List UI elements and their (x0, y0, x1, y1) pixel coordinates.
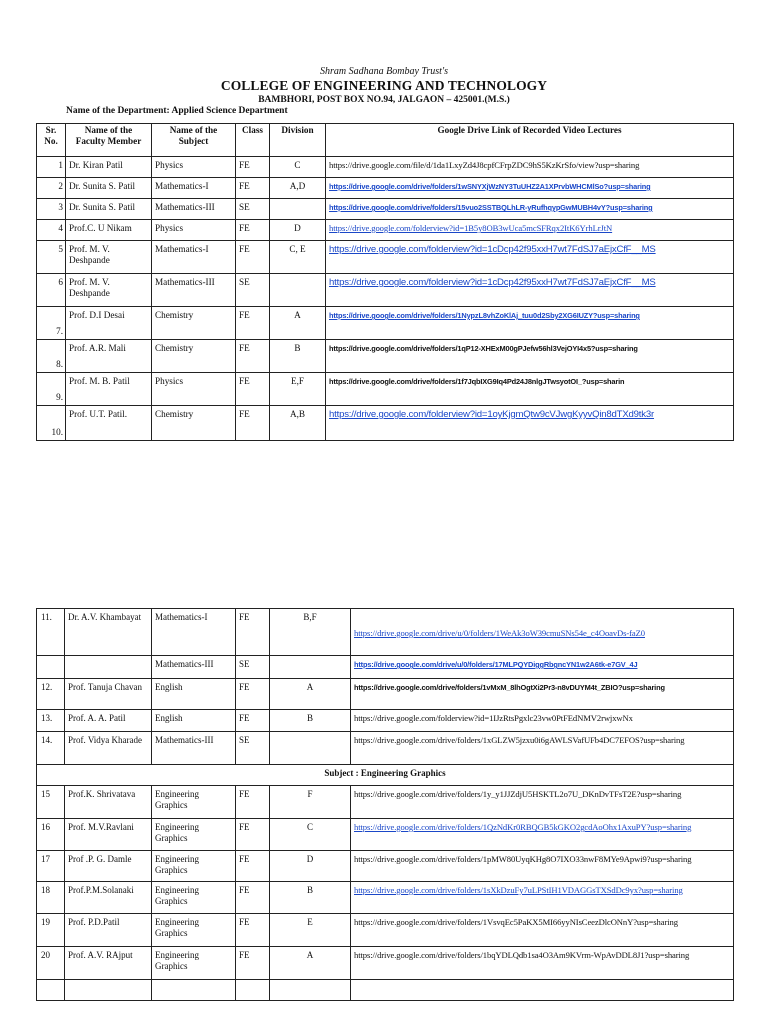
sr-no: 19 (37, 914, 65, 947)
empty-cell (351, 980, 734, 1001)
subject-name: Chemistry (152, 307, 236, 340)
table-row (37, 786, 734, 819)
faculty-name: Prof .P. G. Damle (65, 851, 152, 882)
faculty-name: Prof.P.M.Solanaki (65, 882, 152, 914)
subject-name: Mathematics-I (152, 609, 236, 656)
empty-row (37, 980, 734, 1001)
table-row (37, 819, 734, 851)
drive-link[interactable] (351, 819, 734, 851)
table-header-row (37, 124, 734, 157)
subject-name: Mathematics-III (152, 732, 236, 765)
class-name: FE (236, 786, 270, 819)
drive-link-text[interactable]: https://drive.google.com/drive/u/0/folders/17MLPQYDiggRbgncYN1w2A6tk-e7GV_4J (354, 660, 638, 669)
faculty-name: Prof. P.D.Patil (65, 914, 152, 947)
sr-no: 8. (37, 340, 66, 373)
table-row (37, 609, 734, 656)
division: C (270, 819, 351, 851)
class-name: SE (236, 732, 270, 765)
class-name: SE (236, 656, 270, 679)
drive-link-text[interactable]: https://drive.google.com/drive/folders/1wSNYXjWzNY3TuUHZ2A1XPrvbWHCMlSo?usp=sharing (329, 182, 651, 191)
sr-no: 16 (37, 819, 65, 851)
class-name: FE (236, 609, 270, 656)
class-name: SE (236, 199, 270, 220)
empty-cell (270, 980, 351, 1001)
faculty-name: Prof. Vidya Kharade (65, 732, 152, 765)
class-name: FE (236, 157, 270, 178)
faculty-name: Prof. U.T. Patil. (66, 406, 152, 441)
table-row (37, 882, 734, 914)
drive-link[interactable]: https://drive.google.com/drive/folders/1bqYDLQdb1sa4O3Am9KVrm-WpAvDDL8J1?usp=sharing (351, 947, 734, 980)
division (270, 656, 351, 679)
subject-name: Engineering Graphics (152, 851, 236, 882)
sr-no: 14. (37, 732, 65, 765)
faculty-name: Prof.K. Shrivatava (65, 786, 152, 819)
column-header-link: Google Drive Link of Recorded Video Lectures (326, 124, 734, 157)
drive-link-text[interactable]: https://drive.google.com/drive/folders/1f7JqbIXG9Iq4Pd24J8nlgJTwsyotOI_?usp=sharin (329, 377, 625, 386)
division: A (270, 307, 326, 340)
subject-name: Engineering Graphics (152, 947, 236, 980)
class-name: FE (236, 340, 270, 373)
subject-name: English (152, 710, 236, 732)
table-row (37, 373, 734, 406)
drive-link-text[interactable]: https://drive.google.com/drive/folders/15vuo2SSTBQLhLR-yRufhqypGwMUBH4vY?usp=sharing (329, 203, 653, 212)
empty-cell (65, 980, 152, 1001)
drive-link-text[interactable]: https://drive.google.com/drive/folders/1qP12-XHExM00gPJefw56hl3VejOYI4x5?usp=sharing (329, 344, 638, 353)
table-row (37, 340, 734, 373)
class-name: FE (236, 241, 270, 274)
trust-name: Shram Sadhana Bombay Trust's (320, 66, 448, 77)
division: E (270, 914, 351, 947)
sr-no: 13. (37, 710, 65, 732)
faculty-name: Prof. A.R. Mali (66, 340, 152, 373)
drive-link[interactable] (326, 340, 734, 373)
class-name: FE (236, 220, 270, 241)
class-name: FE (236, 373, 270, 406)
section-row (37, 765, 734, 786)
table-row (37, 851, 734, 882)
sr-no: 17 (37, 851, 65, 882)
subject-name: Physics (152, 373, 236, 406)
table-row (37, 679, 734, 710)
subject-name: Engineering Graphics (152, 786, 236, 819)
division (270, 199, 326, 220)
division: A (270, 679, 351, 710)
drive-link-text[interactable]: https://drive.google.com/drive/folders/1NypzL8vhZoKlAj_tuu0d2Sby2XG6IUZY?usp=sharing (329, 311, 640, 320)
class-name: SE (236, 274, 270, 307)
drive-link-text[interactable]: https://drive.google.com/folderview?id=1cDcp42f95xxH7wt7FdSJ7aEjxCfF__MS (329, 244, 656, 255)
division: E,F (270, 373, 326, 406)
subject-name: Chemistry (152, 340, 236, 373)
class-name: FE (236, 947, 270, 980)
sr-no: 1 (37, 157, 66, 178)
faculty-name: Dr. Sunita S. Patil (66, 199, 152, 220)
drive-link-text[interactable]: https://drive.google.com/folderview?id=1oyKjgmQtw9cVJwgKyyvQin8dTXd9tk3r (329, 409, 655, 420)
drive-link-text[interactable]: https://drive.google.com/drive/u/0/folders/1WeAk3oW39cmuSNs54e_c4OoavDs-faZ0 (354, 628, 645, 638)
empty-cell (152, 980, 236, 1001)
table-row (37, 307, 734, 340)
drive-link[interactable] (326, 220, 734, 241)
sr-no: 20 (37, 947, 65, 980)
faculty-name: Prof. A. A. Patil (65, 710, 152, 732)
subject-name: Mathematics-III (152, 274, 236, 307)
drive-link[interactable] (326, 373, 734, 406)
drive-link[interactable] (326, 307, 734, 340)
sr-no: 15 (37, 786, 65, 819)
drive-link[interactable] (326, 178, 734, 199)
division: D (270, 851, 351, 882)
sr-no: 3 (37, 199, 66, 220)
sr-no: 2 (37, 178, 66, 199)
subject-name: Mathematics-I (152, 241, 236, 274)
sr-no: 11. (37, 609, 65, 656)
subject-name: Engineering Graphics (152, 914, 236, 947)
class-name: FE (236, 882, 270, 914)
sr-no: 7. (37, 307, 66, 340)
division (270, 732, 351, 765)
table-row (37, 199, 734, 220)
drive-link[interactable] (326, 274, 734, 307)
faculty-name: Prof. Tanuja Chavan (65, 679, 152, 710)
division: C, E (270, 241, 326, 274)
table-row (37, 241, 734, 274)
drive-link[interactable]: https://drive.google.com/file/d/1da1LxyZd4J8cpfCFrpZDC9hS5KzKrSfo/view?usp=sharing (326, 157, 734, 178)
division: D (270, 220, 326, 241)
drive-link[interactable] (326, 406, 734, 441)
section-title: Subject : Engineering Graphics (37, 765, 734, 786)
subject-name: Chemistry (152, 406, 236, 441)
drive-link[interactable] (351, 882, 734, 914)
class-name: FE (236, 178, 270, 199)
table-row (37, 914, 734, 947)
drive-link-text[interactable]: https://drive.google.com/drive/folders/1sXkDzuFy7uLPStIH1VDAGGsTXSdDc9yx?usp=sharing (354, 885, 683, 895)
sr-no: 10. (37, 406, 66, 441)
table-row (37, 710, 734, 732)
table-row (37, 406, 734, 441)
column-header-faculty: Name of the Faculty Member (66, 124, 152, 157)
faculty-name: Prof. D.I Desai (66, 307, 152, 340)
subject-name: Mathematics-III (152, 199, 236, 220)
table-row (37, 157, 734, 178)
division: B (270, 882, 351, 914)
subject-name: Mathematics-I (152, 178, 236, 199)
table-row (37, 178, 734, 199)
division: A,D (270, 178, 326, 199)
class-name: FE (236, 819, 270, 851)
faculty-name: Prof.C. U Nikam (66, 220, 152, 241)
column-header-class: Class (236, 124, 270, 157)
drive-link-text[interactable]: https://drive.google.com/drive/folders/1vMxM_8lhOgtXi2Pr3-n8vDUYM4t_ZBIO?usp=sharing (354, 683, 665, 692)
drive-link[interactable] (351, 679, 734, 710)
faculty-name: Dr. Kiran Patil (66, 157, 152, 178)
drive-link[interactable]: https://drive.google.com/drive/folders/1pMW80UyqKHg8O7IXO33nwF8MYe9Apwi9?usp=sharing (351, 851, 734, 882)
subject-name: Engineering Graphics (152, 882, 236, 914)
subject-name: Physics (152, 220, 236, 241)
subject-name: Physics (152, 157, 236, 178)
subject-name: English (152, 679, 236, 710)
class-name: FE (236, 307, 270, 340)
division: C (270, 157, 326, 178)
sr-no (37, 656, 65, 679)
faculty-name: Prof. M. B. Patil (66, 373, 152, 406)
drive-link-text[interactable]: https://drive.google.com/drive/folders/1QzNdKr0RBQGB5kGKO2gcdAoOhx1AxuPY?usp=sharing (354, 822, 692, 832)
table-row (37, 732, 734, 765)
drive-link[interactable] (326, 241, 734, 274)
faculty-name: Prof. A.V. RAjput (65, 947, 152, 980)
drive-link[interactable] (351, 656, 734, 679)
lecture-links-table-continued (36, 608, 734, 1001)
drive-link[interactable]: https://drive.google.com/drive/folders/1xGLZW5jzxu0i6gAWLSVafUFb4DC7EFOS?usp=sharing (351, 732, 734, 765)
class-name: FE (236, 679, 270, 710)
sr-no: 12. (37, 679, 65, 710)
division: F (270, 786, 351, 819)
division (270, 274, 326, 307)
table-row (37, 656, 734, 679)
sr-no: 9. (37, 373, 66, 406)
column-header-subject: Name of the Subject (152, 124, 236, 157)
division: B (270, 340, 326, 373)
class-name: FE (236, 406, 270, 441)
drive-link[interactable]: https://drive.google.com/folderview?id=1IJzRtsPgxlc23vw0PtFEdNMV2rwjxwNx (351, 710, 734, 732)
drive-link[interactable]: https://drive.google.com/drive/folders/1y_y1JJZdjU5HSKTL2o7U_DKnDvTFsT2E?usp=sharing (351, 786, 734, 819)
drive-link-text[interactable]: https://drive.google.com/folderview?id=1cDcp42f95xxH7wt7FdSJ7aEjxCfF__MS (329, 277, 656, 288)
faculty-name: Prof. M. V. Deshpande (66, 274, 152, 307)
column-header-division: Division (270, 124, 326, 157)
faculty-name: Dr. Sunita S. Patil (66, 178, 152, 199)
column-header-sr: Sr. No. (37, 124, 66, 157)
empty-cell (236, 980, 270, 1001)
division: B,F (270, 609, 351, 656)
faculty-name: Dr. A.V. Khambayat (65, 609, 152, 656)
table-row (37, 274, 734, 307)
faculty-name: Prof. M. V. Deshpande (66, 241, 152, 274)
sr-no: 6 (37, 274, 66, 307)
class-name: FE (236, 710, 270, 732)
college-title: COLLEGE OF ENGINEERING AND TECHNOLOGY (220, 78, 548, 93)
division: B (270, 710, 351, 732)
faculty-name: Prof. M.V.Ravlani (65, 819, 152, 851)
table-row (37, 947, 734, 980)
drive-link[interactable] (351, 609, 734, 656)
division: A,B (270, 406, 326, 441)
college-address: BAMBHORI, POST BOX NO.94, JALGAON – 425001.(M.S.) (258, 95, 510, 105)
class-name: FE (236, 851, 270, 882)
sr-no: 18 (37, 882, 65, 914)
drive-link-text[interactable]: https://drive.google.com/folderview?id=1B5y8OB3wUca5mcSFRqx2ItK6YrhLrJtN (329, 223, 613, 233)
drive-link[interactable]: https://drive.google.com/drive/folders/1VsvqEc5PaKX5MI66yyNIsCeezDlcONnY?usp=sharing (351, 914, 734, 947)
subject-name: Engineering Graphics (152, 819, 236, 851)
department-name: Name of the Department: Applied Science Department (66, 106, 288, 116)
division: A (270, 947, 351, 980)
sr-no: 4 (37, 220, 66, 241)
faculty-name (65, 656, 152, 679)
drive-link[interactable] (326, 199, 734, 220)
empty-cell (37, 980, 65, 1001)
class-name: FE (236, 914, 270, 947)
table-row (37, 220, 734, 241)
sr-no: 5 (37, 241, 66, 274)
subject-name: Mathematics-III (152, 656, 236, 679)
lecture-links-table (36, 123, 734, 441)
